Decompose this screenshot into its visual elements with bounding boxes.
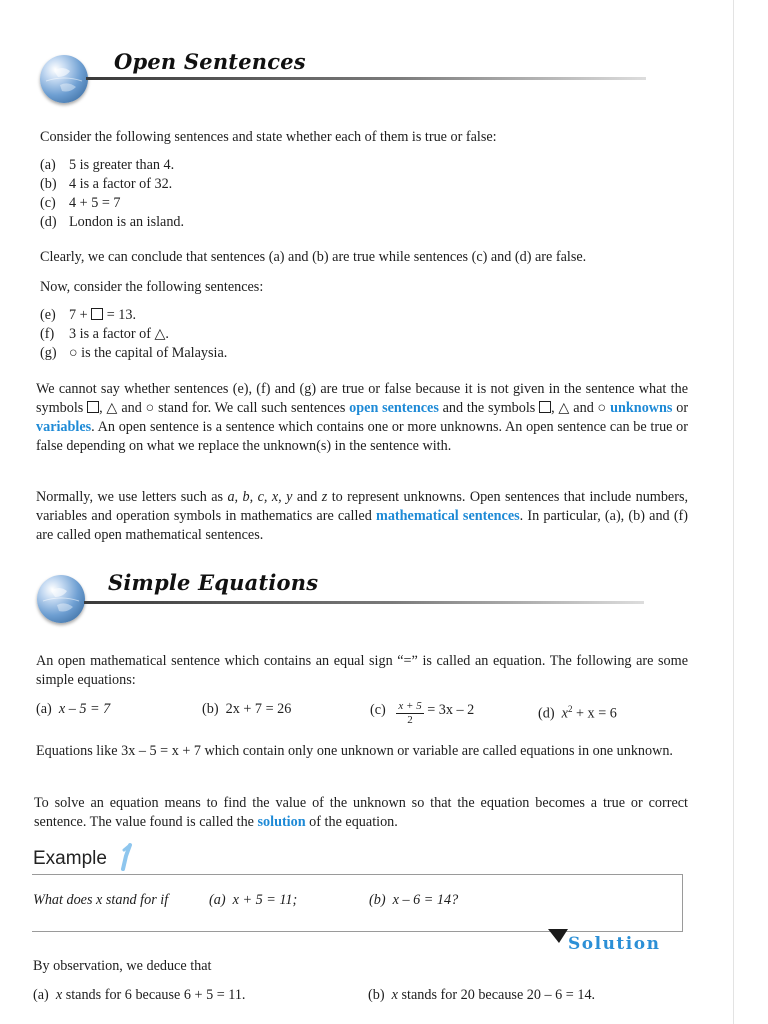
para-text: and (296, 489, 318, 505)
equation-text: x (561, 705, 568, 722)
exponent: 2 (567, 704, 573, 714)
keyword-solution: solution (257, 814, 306, 830)
equation-c (370, 700, 474, 727)
para-text: To solve an equation means to find the value of the unknown so that the equation becomes a true or correct sentence. The value found is called the (34, 795, 688, 830)
fraction-denominator: 2 (407, 714, 413, 726)
equation-text: 2x + 7 = 26 (225, 701, 292, 717)
answer-b (368, 986, 595, 1005)
example-question (33, 891, 673, 911)
globe-icon (37, 575, 85, 623)
fraction-numerator: x + 5 (398, 700, 422, 712)
equation-a (36, 700, 110, 719)
solution-label: Solution (568, 934, 661, 954)
item-label: (a) (33, 987, 49, 1003)
item-label: (b) (40, 176, 57, 192)
item-label: (g) (40, 345, 57, 361)
keyword-open-sentences: open sentences (349, 400, 439, 416)
equation-d (538, 700, 617, 724)
open-sentence-list (40, 306, 440, 363)
item-text: . (165, 326, 169, 342)
item-label: (b) (369, 892, 386, 908)
para-text: . In particular, (a), (b) and (f) are called open mathematical sentences. (36, 508, 688, 543)
example-heading: Example (33, 848, 107, 869)
para-text: Normally, we use letters such as (36, 489, 224, 505)
equation-text: 3x – 5 = x + 7 (121, 743, 201, 759)
item-label: (e) (40, 307, 56, 323)
globe-icon (40, 55, 88, 103)
list-item (40, 213, 440, 232)
item-text: 3 is a factor of (69, 326, 151, 342)
intro-text: Consider the following sentences and state whether each of them is true or false: (40, 129, 497, 145)
para-text: , △ and ○ stand for. We call such sentences (99, 400, 346, 416)
list-item (40, 344, 440, 363)
para-text: . An open sentence is a sentence which contains one or more unknowns. An open sentence can be true or false depending on what we replace the unknown(s) in the sentence with. (36, 419, 688, 454)
page-edge (733, 0, 734, 1024)
conclusion-text: Clearly, we can conclude that sentences (a) and (b) are true while sentences (c) and (d) are false. (40, 249, 587, 265)
solution-triangle-icon (548, 929, 568, 943)
list-item (40, 175, 440, 194)
square-symbol-icon (539, 401, 551, 413)
square-symbol-icon (87, 401, 99, 413)
item-label: (a) (209, 892, 226, 908)
section-title-simple-equations: Simple Equations (108, 570, 319, 595)
square-symbol-icon (91, 308, 103, 320)
item-label: (f) (40, 326, 55, 342)
item-label: (c) (370, 702, 386, 718)
list-item (40, 306, 440, 325)
keyword-mathematical-sentences: mathematical sentences (376, 508, 520, 524)
variable-letters: x (55, 987, 63, 1003)
answer-a (33, 986, 245, 1005)
item-text: 4 + 5 = 7 (69, 195, 121, 211)
item-label: (b) (202, 701, 219, 717)
equation-b (202, 700, 291, 719)
section-divider (86, 77, 646, 80)
equation-intro: An open mathematical sentence which contains an equal sign “=” is called an equation. The following are some simple equations: (36, 653, 688, 688)
para-text: which contain only one unknown or variable are called equations in one unknown. (204, 743, 673, 759)
sentence-list (40, 156, 440, 232)
item-text: 5 is greater than 4. (69, 157, 175, 173)
list-item (40, 194, 440, 213)
simple-equations-row (36, 700, 696, 730)
item-text: is the capital of Malaysia. (81, 345, 228, 361)
fraction (396, 700, 423, 727)
open-sentences-paragraph (36, 380, 688, 456)
section-title-open-sentences: Open Sentences (114, 49, 306, 74)
para-text: or (676, 400, 689, 416)
equation-text: x – 6 = 14? (392, 892, 459, 908)
keyword-variables: variables (36, 419, 92, 435)
item-label: (b) (368, 987, 385, 1003)
example-number-icon (114, 842, 138, 872)
question-a (209, 891, 297, 910)
consider-text: Now, consider the following sentences: (40, 279, 264, 295)
item-label: (c) (40, 195, 56, 211)
para-text: , △ and ○ (551, 400, 607, 416)
equation-text: = 3x – 2 (427, 702, 475, 718)
item-label: (a) (40, 157, 56, 173)
section-divider (84, 601, 644, 604)
item-text: London is an island. (69, 214, 185, 230)
answer-text: stands for 20 because 20 – 6 = 14. (401, 987, 596, 1003)
circle-symbol-icon: ○ (69, 345, 78, 361)
para-text: to represent unknowns. Open sentences that include numbers, variables and operation symbols in mathematics are called (36, 489, 689, 524)
mathematical-sentences-paragraph (36, 488, 688, 545)
item-label: (d) (40, 214, 57, 230)
keyword-unknowns: unknowns (610, 400, 673, 416)
deduce-text: By observation, we deduce that (33, 958, 212, 974)
item-text: 7 + (69, 307, 88, 323)
list-item (40, 156, 440, 175)
item-text: 4 is a factor of 32. (69, 176, 173, 192)
para-text: We cannot say whether sentences (e), (f) and (g) are true or false because it is not given in the sentence what the symbols (36, 381, 688, 416)
question-b (369, 891, 458, 910)
variable-letters: x (391, 987, 398, 1003)
example-answers (33, 986, 723, 1006)
para-text: and the symbols (442, 400, 536, 416)
answer-text: stands for 6 because 6 + 5 = 11. (65, 987, 246, 1003)
variable-letters: a, b, c, x, y (227, 489, 293, 505)
item-label: (a) (36, 701, 52, 717)
para-text: Equations like (36, 743, 118, 759)
equation-text: x + 5 = 11; (232, 892, 298, 908)
one-unknown-paragraph (36, 742, 688, 761)
question-text: What does x stand for if (33, 892, 169, 908)
triangle-symbol-icon: △ (154, 326, 166, 342)
item-text: = 13. (106, 307, 137, 323)
equation-text: + x = 6 (576, 705, 617, 722)
solution-definition-paragraph (34, 794, 688, 832)
list-item (40, 325, 440, 344)
para-text: of the equation. (309, 814, 398, 830)
equation-text: x – 5 = 7 (58, 701, 111, 717)
item-label: (d) (538, 705, 555, 722)
variable-letters: z (321, 489, 328, 505)
